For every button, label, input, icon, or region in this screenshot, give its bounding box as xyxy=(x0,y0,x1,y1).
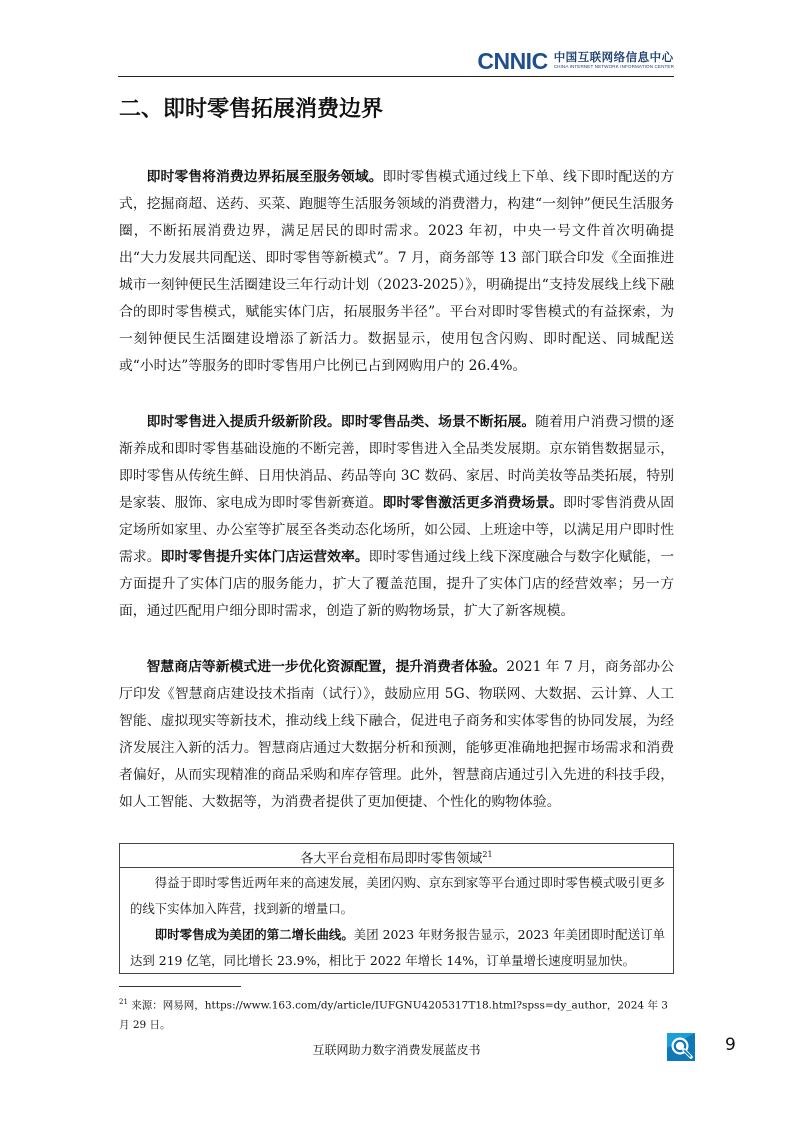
case-box xyxy=(119,843,674,974)
paragraph-lead: 即时零售激活更多消费场景。 xyxy=(382,495,564,511)
footnote xyxy=(119,993,679,1035)
paragraph-body: 即时零售消费从固定场所如家里、办公室等扩展至各类动态化场所，如公园、上班途中等，以满足用户即时性需求。 xyxy=(119,495,675,565)
paragraph-body: 即时零售模式通过线上下单、线下即时配送的方式，挖掘商超、送药、买菜、跑腿等生活服务领域的消费潜力，构建“一刻钟”便民生活服务圈，不断拓展消费边界，满足居民的即时需求。2023 年初，中央一号文件首次明确提出“大力发展共同配送、即时零售等新模式”。7 月，商务部等 13 部门联合印发《全面推进城市一刻钟便民生活圈建设三年行动计划（2023-2025）》，明确提出“支持发展线上线下融合的即时零售模式，赋能实体门店，拓展服务半径”。平台对即时零售模式的有益探索，为一刻钟便民生活圈建设增添了新活力。数据显示，使用包含闪购、即时配送、同城配送或“小时达”等服务的即时零售用户比例已占到网购用户的 26.4%。 xyxy=(119,169,675,374)
case-box-title: 各大平台竞相布局即时零售领域$^{21}$ xyxy=(120,844,673,868)
paragraph-body: 随着用户消费习惯的逐渐养成和即时零售基础设施的不断完善，即时零售进入全品类发展期。京东销售数据显示，即时零售从传统生鲜、日用快消品、药品等向 3C 数码、家居、时尚美妆等品类拓展，特别是家装、服饰、家电成为即时零售新赛道。 xyxy=(119,414,675,511)
paragraph-lead: 即时零售成为美团的第二增长曲线。 xyxy=(154,927,354,942)
magnifier-logo-icon xyxy=(664,1030,698,1068)
case-box-paragraph: 即时零售成为美团的第二增长曲线。美团 2023 年财务报告显示，2023 年美团即时配送订单达到 219 亿笔，同比增长 23.9%，相比于 2022 年增长 14%，订单量增长速度明显加快。 xyxy=(130,927,666,968)
footnote-ref[interactable]: 21 xyxy=(482,850,493,859)
logo-english-name: CHINA INTERNET NETWORK INFORMATION CENTER xyxy=(553,64,674,69)
paragraph-smart-store xyxy=(119,654,674,816)
page-number: 9 xyxy=(725,1035,736,1055)
paragraph-lead: 即时零售将消费边界拓展至服务领域。 xyxy=(146,169,383,185)
footnote-number: 21 xyxy=(119,998,128,1006)
footnote-text: 来源：网易网，https://www.163.com/dy/article/IUFGNU4205317T18.html?spss=dy_author，2024 年 3 月 29 日。 xyxy=(119,999,668,1031)
paragraph-lead: 即时零售提升实体门店运营效率。 xyxy=(160,549,369,565)
paragraph-lead: 智慧商店等新模式进一步优化资源配置，提升消费者体验。 xyxy=(146,659,507,675)
logo-chinese-name: 中国互联网络信息中心 xyxy=(553,50,674,64)
page-header xyxy=(118,44,674,77)
footnote-divider xyxy=(119,986,241,987)
case-box-paragraph: 得益于即时零售近两年来的高速发展，美团闪购、京东到家等平台通过即时零售模式吸引更多的线下实体加入阵营，找到新的增量口。 xyxy=(130,875,665,916)
section-title: 二、即时零售拓展消费边界 xyxy=(119,97,384,122)
logo-mark: CNNIC xyxy=(477,48,548,74)
footer-book-title: 互联网助力数字消费发展蓝皮书 xyxy=(312,1043,481,1057)
paragraph-body: 即时零售通过线上线下深度融合与数字化赋能，一方面提升了实体门店的服务能力，扩大了覆盖范围，提升了实体门店的经营效率；另一方面，通过匹配用户细分即时需求，创造了新的购物场景，扩大了新客规模。 xyxy=(119,549,675,619)
paragraph-body: 2021 年 7 月，商务部办公厅印发《智慧商店建设技术指南（试行）》，鼓励应用 5G、物联网、大数据、云计算、人工智能、虚拟现实等新技术，推动线上线下融合，促进电子商务和实体零售的协同发展，为经济发展注入新的活力。智慧商店通过大数据分析和预测，能够更准确地把握市场需求和消费者偏好，从而实现精准的商品采购和库存管理。此外，智慧商店通过引入先进的科技手段，如人工智能、大数据等，为消费者提供了更加便捷、个性化的购物体验。 xyxy=(119,659,675,810)
paragraph-quality-upgrade xyxy=(119,409,674,625)
paragraph-instant-retail-boundary xyxy=(119,164,674,380)
cnnic-logo xyxy=(477,50,674,72)
paragraph-lead: 即时零售进入提质升级新阶段。即时零售品类、场景不断拓展。 xyxy=(146,414,536,430)
